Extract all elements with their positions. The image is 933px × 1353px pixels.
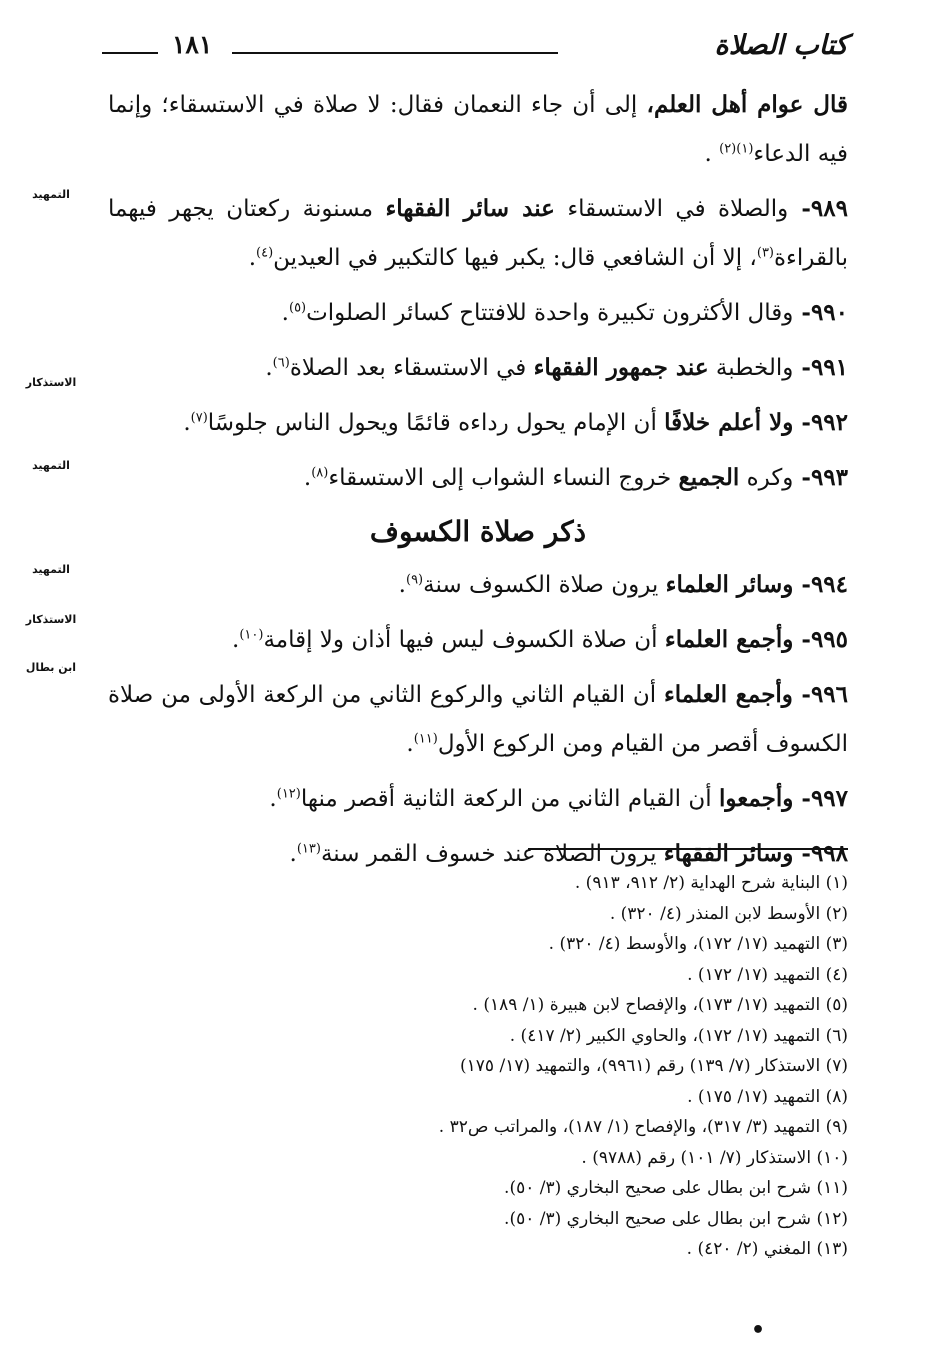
- footnote-ref: (٨): [311, 465, 329, 481]
- footnote-ref: (١٣): [296, 841, 321, 857]
- text-run: يرون صلاة الكسوف سنة: [423, 572, 666, 598]
- text-run: في الاستسقاء بعد الصلاة: [289, 355, 534, 381]
- text-run: .: [232, 627, 240, 653]
- header-rule-short: [102, 52, 158, 54]
- footnote-ref: (١٢): [276, 786, 301, 802]
- bold-text: عند جمهور الفقهاء: [533, 354, 709, 381]
- footnote: (٣) التهميد (١٧/ ١٧٢)، والأوسط (٤/ ٣٢٠) .: [548, 934, 848, 954]
- text-run: والصلاة في الاستسقاء: [554, 196, 789, 222]
- bold-text: ٩٩١-: [793, 354, 848, 381]
- paragraph-994: [108, 560, 848, 610]
- margin-source-995: الاستذكار: [25, 613, 77, 626]
- text-run: خروج النساء الشواب إلى الاستسقاء: [328, 465, 679, 491]
- footnotes: [200, 868, 848, 1265]
- bold-text: وسائر العلماء: [665, 571, 794, 598]
- text-run: .: [269, 786, 277, 812]
- footnote-rule: [528, 848, 848, 850]
- paragraph-995: [108, 615, 848, 665]
- footnote: (٩) التمهيد (٣/ ٣١٧)، والإفصاح (١/ ١٨٧)، والمراتب ص٣٢ .: [438, 1117, 848, 1137]
- bold-text: وسائر الفقهاء: [663, 840, 794, 867]
- text-run: أن القيام الثاني من الركعة الثانية أقصر منها: [300, 786, 719, 812]
- text-run: إلى أن جاء النعمان فقال: لا صلاة في الاستسقاء؛ وإنما فيه الدعاء: [108, 92, 848, 167]
- footnote: (٢) الأوسط لابن المنذر (٤/ ٣٢٠) .: [609, 903, 848, 924]
- paragraph-991: [108, 343, 848, 393]
- footnote: (٥) التمهيد (١٧/ ١٧٣)، والإفصاح لابن هبيرة (١/ ١٨٩) .: [472, 995, 848, 1015]
- end-mark: •: [751, 1318, 766, 1343]
- bold-text: وأجمع العلماء: [663, 681, 793, 708]
- paragraph-cont: [108, 80, 848, 179]
- footnote: (١١) شرح ابن بطال على صحيح البخاري (٣/ ٥٠).: [504, 1178, 848, 1198]
- text-run: وكره: [739, 465, 794, 491]
- bold-text: وأجمع العلماء: [664, 626, 794, 653]
- paragraph-996: [108, 670, 848, 769]
- footnote: (١٢) شرح ابن بطال على صحيح البخاري (٣/ ٥٠).: [504, 1208, 848, 1229]
- bold-text: ٩٩٢-: [793, 409, 848, 436]
- paragraph-997: [108, 774, 848, 824]
- bold-text: ٩٩٠-: [793, 299, 848, 326]
- bold-text: ٩٩٥-: [793, 626, 848, 653]
- paragraph-group: [108, 560, 848, 879]
- bold-text: الجميع: [678, 464, 740, 491]
- footnote: (١) البناية شرح الهداية (٢/ ٩١٢، ٩١٣) .: [574, 873, 848, 893]
- footnote: (١٣) المغني (٢/ ٤٢٠) .: [686, 1239, 848, 1259]
- text-run: .: [289, 841, 297, 867]
- bold-text: ٩٩٦-: [792, 681, 848, 708]
- footnote-ref: (٧): [190, 410, 208, 426]
- footnote-ref: (٦): [272, 355, 290, 371]
- footnote-ref: (٤): [256, 245, 274, 261]
- text-run: أن صلاة الكسوف ليس فيها أذان ولا إقامة: [263, 627, 665, 653]
- footnote: (٦) التمهيد (١٧/ ١٧٢)، والحاوي الكبير (٢/ ٤١٧) .: [509, 1025, 848, 1046]
- bold-text: ٩٩٣-: [793, 464, 848, 491]
- footnote-ref: (٣): [756, 245, 774, 261]
- header-rule: [232, 52, 558, 54]
- text-run: .: [303, 465, 312, 491]
- footnote: (٤) التمهيد (١٧/ ١٧٢) .: [687, 964, 848, 985]
- paragraph-990: [108, 288, 848, 338]
- page-header: [100, 30, 848, 64]
- book-title: كتاب الصلاة: [714, 30, 848, 61]
- margin-source-989: التمهيد: [32, 188, 70, 201]
- margin-source-994: التمهيد: [32, 563, 70, 576]
- footnote-ref: (١)(٢): [719, 141, 754, 157]
- text-run: وقال الأكثرون تكبيرة واحدة للافتتاح كسائر الصلوات: [306, 300, 794, 326]
- text-run: .: [265, 355, 273, 381]
- section-heading: ذكر صلاة الكسوف: [369, 515, 587, 548]
- footnote-ref: (١١): [413, 731, 438, 747]
- text-run: .: [398, 572, 406, 598]
- text-run: والخطبة: [708, 355, 794, 381]
- text-run: .: [406, 731, 414, 757]
- page-number: ١٨١: [172, 30, 213, 59]
- bold-text: عند سائر الفقهاء: [385, 195, 555, 222]
- paragraph-group: [108, 80, 848, 503]
- bold-text: ولا أعلم خلافًا: [664, 409, 794, 436]
- main-text: [108, 80, 848, 884]
- bold-text: ٩٩٧-: [793, 785, 848, 812]
- bold-text: وأجمعوا: [718, 785, 794, 812]
- margin-source-996: ابن بطال: [25, 661, 77, 674]
- paragraph-989: [108, 184, 848, 283]
- margin-source-992: الاستذكار: [25, 376, 77, 389]
- margin-source-993: التمهيد: [32, 459, 70, 472]
- bold-text: قال عوام أهل العلم،: [646, 91, 848, 118]
- text-run: .: [183, 410, 191, 436]
- text-run: .: [248, 245, 257, 271]
- bold-text: ٩٩٨-: [793, 840, 848, 867]
- text-run: .: [704, 141, 720, 167]
- text-run: أن القيام الثاني والركوع الثاني من الركعة الأولى من صلاة الكسوف أقصر من القيام ومن الركوع الأول: [108, 682, 848, 757]
- bold-text: ٩٨٩-: [788, 195, 848, 222]
- footnote: (١٠) الاستذكار (٧/ ١٠١) رقم (٩٧٨٨) .: [581, 1147, 848, 1168]
- footnote-ref: (٩): [405, 572, 424, 588]
- footnote-ref: (٥): [288, 300, 307, 316]
- footnote: (٧) الاستذكار (٧/ ١٣٩) رقم (٩٩٦١)، والتمهيد (١٧/ ١٧٥): [460, 1056, 848, 1076]
- footnote: (٨) التمهيد (١٧/ ١٧٥) .: [687, 1086, 848, 1107]
- footnote-ref: (١٠): [239, 627, 264, 643]
- paragraph-992: [108, 398, 848, 448]
- bold-text: ٩٩٤-: [793, 571, 848, 598]
- text-run: يرون الصلاة عند خسوف القمر سنة: [320, 841, 664, 867]
- text-run: مسنونة ركعتان يجهر فيهما بالقراءة: [108, 196, 848, 271]
- text-run: ، إلا أن الشافعي قال: يكبر فيها كالتكبير في العيدين: [273, 245, 757, 271]
- text-run: .: [281, 300, 289, 326]
- paragraph-993: [108, 453, 848, 503]
- text-run: أن الإمام يحول رداءه قائمًا ويحول الناس جلوسًا: [207, 410, 665, 436]
